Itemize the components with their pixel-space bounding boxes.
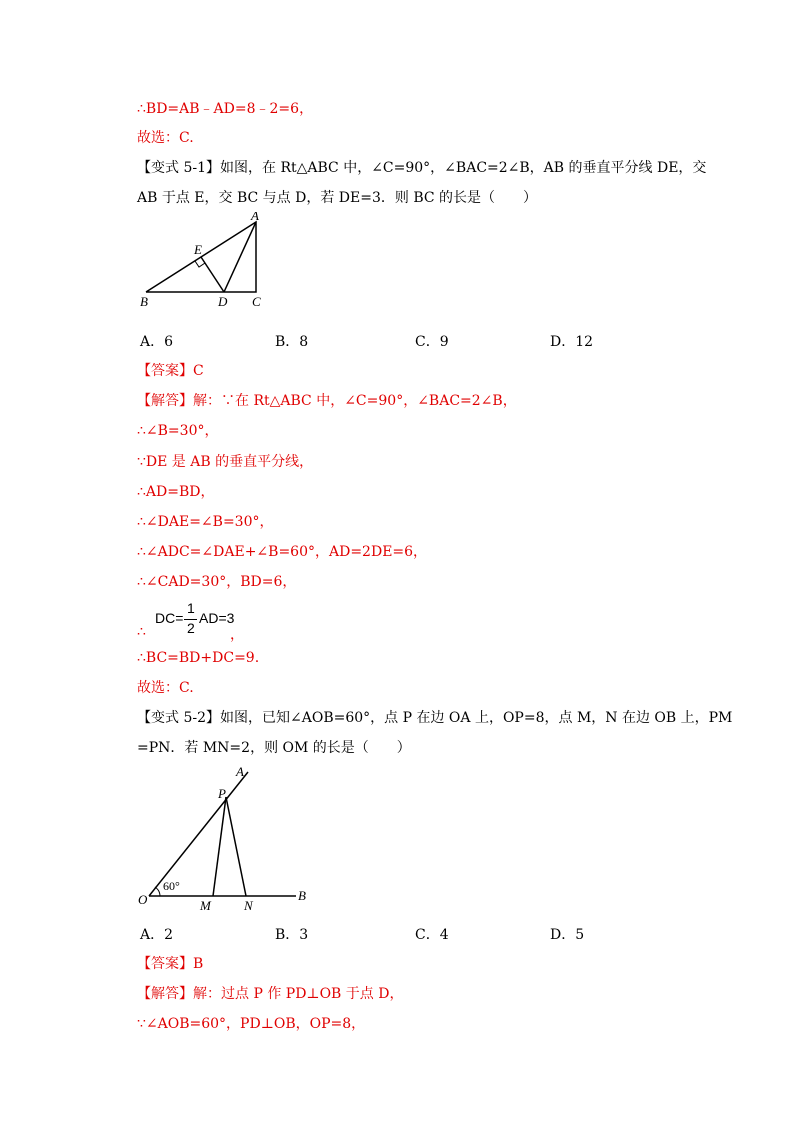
frac-numerator: 1 — [187, 600, 195, 616]
q2-solution-line: 【解答】解：过点 P 作 PD⊥OB 于点 D， — [137, 986, 404, 1002]
q2-solution-line: ∵∠AOB=60°，PD⊥OB，OP=8， — [137, 1016, 366, 1032]
q2-segment-pn — [226, 797, 246, 896]
q1-option-b: B．8 — [275, 334, 309, 350]
q1-triangle-figure — [136, 212, 276, 312]
q2-label-b: B — [298, 888, 306, 903]
q1-solution-line: ∴AD=BD， — [137, 484, 215, 500]
frac-left-text: DC= — [155, 610, 184, 626]
q2-label-n: N — [244, 898, 253, 912]
q2-option-d: D．5 — [550, 927, 585, 943]
q2-stem-line-1: 【变式 5-2】如图，已知∠AOB=60°，点 P 在边 OA 上，OP=8，点 M，N 在边 OB 上，PM — [137, 710, 733, 726]
q1-solution-line: ∴∠B=30°， — [137, 423, 219, 439]
q2-option-a: A．2 — [140, 927, 174, 943]
q1-fraction-line — [137, 602, 337, 646]
prev-solution-line: ∴BD=AB﹣AD=8﹣2=6， — [137, 101, 314, 117]
q1-option-d: D．12 — [550, 334, 594, 350]
q1-option-c: C．9 — [415, 334, 449, 350]
q1-label-a: A — [251, 212, 259, 223]
q1-option-a: A．6 — [140, 334, 174, 350]
q2-segment-pm — [213, 797, 226, 896]
q2-label-m: M — [200, 898, 211, 912]
q1-solution-line: ∴∠DAE=∠B=30°， — [137, 514, 274, 530]
q1-segment-ed — [201, 257, 224, 292]
q1-solution-line: 【解答】解：∵在 Rt△ABC 中，∠C=90°，∠BAC=2∠B， — [137, 393, 517, 409]
q2-label-angle: 60° — [163, 879, 180, 893]
frac-tail: ， — [230, 627, 244, 643]
q1-stem-line-2: AB 于点 E，交 BC 与点 D，若 DE=3．则 BC 的长是（ ） — [137, 190, 538, 206]
q1-solution-line: ∴∠CAD=30°，BD=6， — [137, 574, 297, 590]
frac-denominator: 2 — [187, 620, 195, 636]
q2-label-o: O — [138, 892, 148, 907]
q1-label-b: B — [140, 294, 148, 309]
frac-right-text: AD=3 — [199, 610, 235, 626]
q1-label-c: C — [252, 294, 261, 309]
prev-choice-line: 故选：C. — [137, 130, 194, 146]
q2-answer: 【答案】B — [137, 956, 204, 972]
q1-label-d: D — [218, 294, 228, 309]
therefore-symbol: ∴ — [137, 624, 146, 640]
q1-label-e: E — [194, 242, 202, 257]
q2-option-b: B．3 — [275, 927, 309, 943]
q2-stem-line-2: =PN．若 MN=2，则 OM 的长是（ ） — [137, 740, 411, 756]
q2-label-a: A — [236, 764, 244, 779]
q2-angle-figure — [136, 762, 326, 912]
q2-option-c: C．4 — [415, 927, 449, 943]
q1-stem-line-1: 【变式 5-1】如图，在 Rt△ABC 中，∠C=90°，∠BAC=2∠B，AB 的垂直平分线 DE，交 — [137, 160, 707, 176]
q1-solution-line: ∴∠ADC=∠DAE+∠B=60°，AD=2DE=6， — [137, 544, 428, 560]
q1-choice-line: 故选：C. — [137, 680, 194, 696]
q2-label-p: P — [218, 786, 226, 801]
q1-answer: 【答案】C — [137, 363, 204, 379]
q1-solution-line: ∵DE 是 AB 的垂直平分线， — [137, 454, 314, 470]
q1-solution-line: ∴BC=BD+DC=9. — [137, 650, 260, 666]
